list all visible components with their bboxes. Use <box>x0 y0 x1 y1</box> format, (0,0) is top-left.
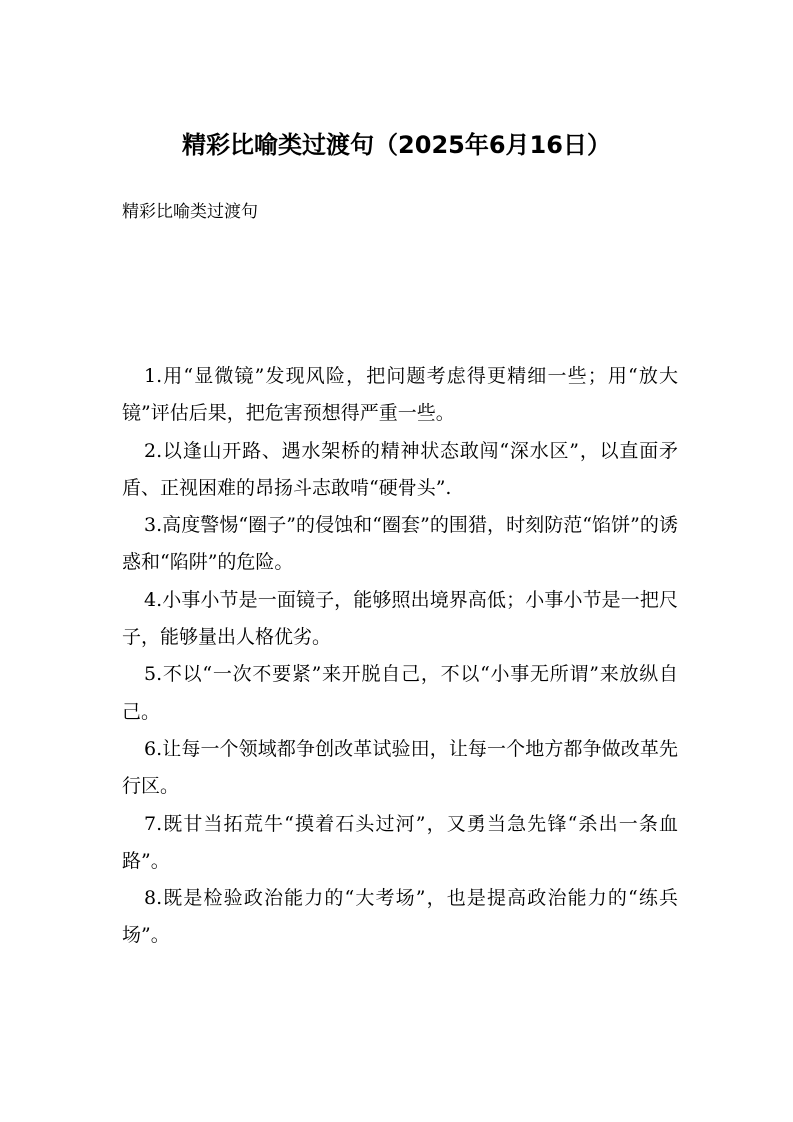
list-item: 7.既甘当拓荒牛“摸着石头过河”，又勇当急先锋“杀出一条血路”。 <box>122 812 678 872</box>
list-item: 2.以逢山开路、遇水架桥的精神状态敢闯“深水区”，以直面矛盾、正视困难的昂扬斗志敢啃“硬骨头”. <box>122 439 678 499</box>
list-item: 4.小事小节是一面镜子，能够照出境界高低；小事小节是一把尺子，能够量出人格优劣。 <box>122 588 678 649</box>
list-item: 1.用“显微镜”发现风险，把问题考虑得更精细一些；用“放大镜”评估后果，把危害预想得严重一些。 <box>122 365 678 425</box>
list-item: 3.高度警惕“圈子”的侵蚀和“圈套”的围猎，时刻防范“馅饼”的诱惑和“陷阱”的危险。 <box>122 514 678 574</box>
list-item: 6.让每一个领域都争创改革试验田，让每一个地方都争做改革先行区。 <box>122 737 678 798</box>
document-subtitle: 精彩比喻类过渡句 <box>122 202 258 222</box>
document-body <box>122 358 678 955</box>
list-item: 5.不以“一次不要紧”来开脱自己，不以“小事无所谓”来放纵自己。 <box>122 663 678 723</box>
document-title: 精彩比喻类过渡句（2025年6月16日） <box>182 131 611 159</box>
list-item: 8.既是检验政治能力的“大考场”，也是提高政治能力的“练兵场”。 <box>122 887 678 947</box>
